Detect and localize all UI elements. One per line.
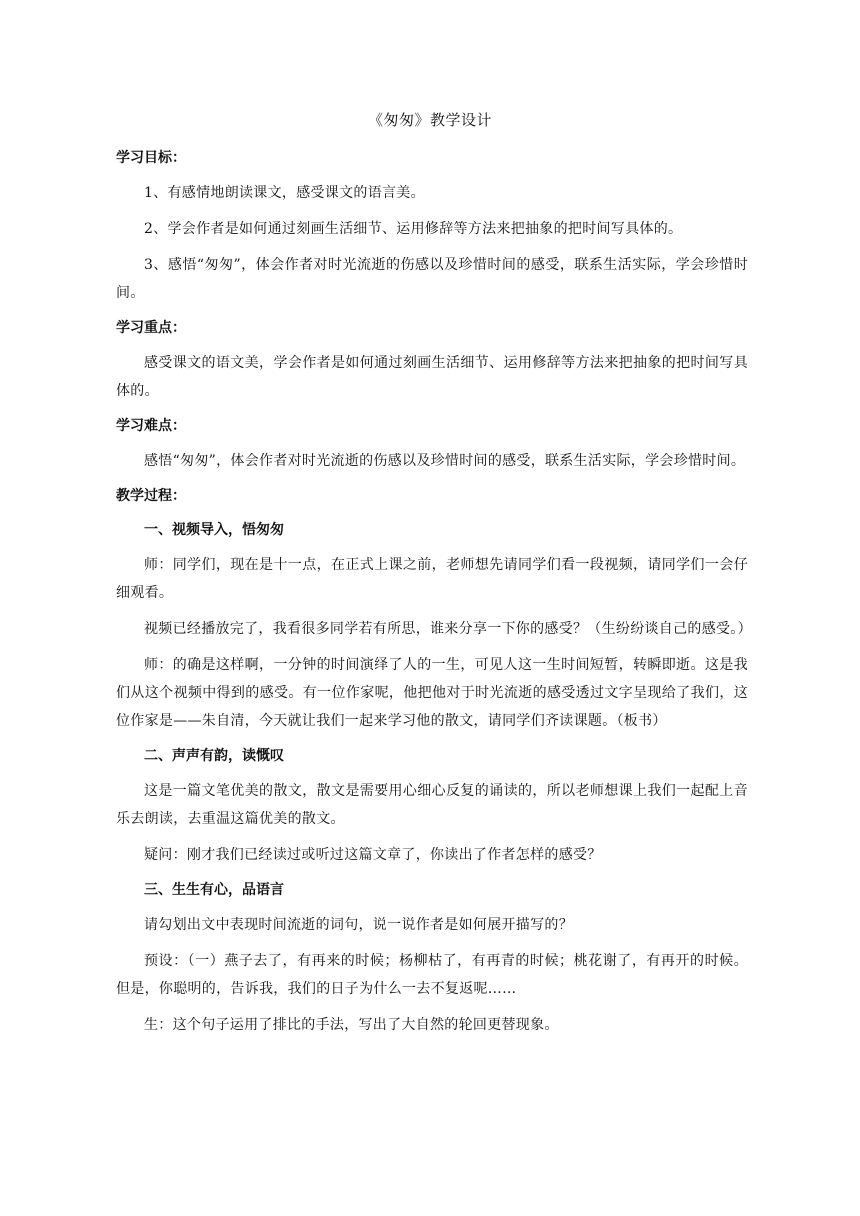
step-paragraph: 预设：（一）燕子去了，有再来的时候；杨柳枯了，有再青的时候；桃花谢了，有再开的时候。但是，你聪明的，告诉我，我们的日子为什么一去不复返呢…… xyxy=(116,953,748,997)
objective-paragraph: 3、感悟“匆匆”，体会作者对时光流逝的伤感以及珍惜时间的感受，联系生活实际，学会珍惜时间。 xyxy=(116,257,748,301)
step-paragraph: 师：同学们，现在是十一点，在正式上课之前，老师想先请同学们看一段视频，请同学们一会仔细观看。 xyxy=(116,557,748,601)
step-heading: 三、生生有心，品语言 xyxy=(144,882,284,898)
step-heading: 二、声声有韵，读慨叹 xyxy=(144,748,284,764)
section-heading-teaching-process: 教学过程： xyxy=(116,488,186,504)
step-paragraph: 视频已经播放完了，我看很多同学若有所思，谁来分享一下你的感受？（生纷纷谈自己的感受。） xyxy=(144,621,752,637)
step-paragraph: 生：这个句子运用了排比的手法，写出了大自然的轮回更替现象。 xyxy=(144,1017,559,1033)
section-heading-difficulties: 学习难点： xyxy=(116,418,186,434)
section-heading-key-points: 学习重点： xyxy=(116,320,186,336)
difficulties-paragraph: 感悟“匆匆”，体会作者对时光流逝的伤感以及珍惜时间的感受，联系生活实际，学会珍惜时间。 xyxy=(144,453,746,469)
objective-paragraph: 2、学会作者是如何通过刻画生活细节、运用修辞等方法来把抽象的把时间写具体的。 xyxy=(144,221,683,237)
step-paragraph: 请勾划出文中表现时间流逝的词句，说一说作者是如何展开描写的？ xyxy=(144,917,573,933)
step-paragraph: 这是一篇文笔优美的散文，散文是需要用心细心反复的诵读的，所以老师想课上我们一起配上音乐去朗读，去重温这篇优美的散文。 xyxy=(116,783,748,827)
document-body xyxy=(116,145,752,1047)
key-points-paragraph: 感受课文的语文美，学会作者是如何通过刻画生活细节、运用修辞等方法来把抽象的把时间写具体的。 xyxy=(116,355,748,399)
objective-paragraph: 1、有感情地朗读课文，感受课文的语言美。 xyxy=(144,185,425,201)
document-title: 《匆匆》教学设计 xyxy=(367,111,492,129)
section-heading-objectives: 学习目标： xyxy=(116,150,186,166)
step-paragraph: 师：的确是这样啊，一分钟的时间演绎了人的一生，可见人这一生时间短暂，转瞬即逝。这是我们从这个视频中得到的感受。有一位作家呢，他把他对于时光流逝的感受透过文字呈现给了我们，这位作家是——朱自清，今天就让我们一起来学习他的散文，请同学们齐读课题。（板书） xyxy=(116,657,748,729)
step-heading: 一、视频导入，悟匆匆 xyxy=(144,522,284,538)
step-paragraph: 疑问：刚才我们已经读过或听过这篇文章了，你读出了作者怎样的感受？ xyxy=(144,847,602,863)
